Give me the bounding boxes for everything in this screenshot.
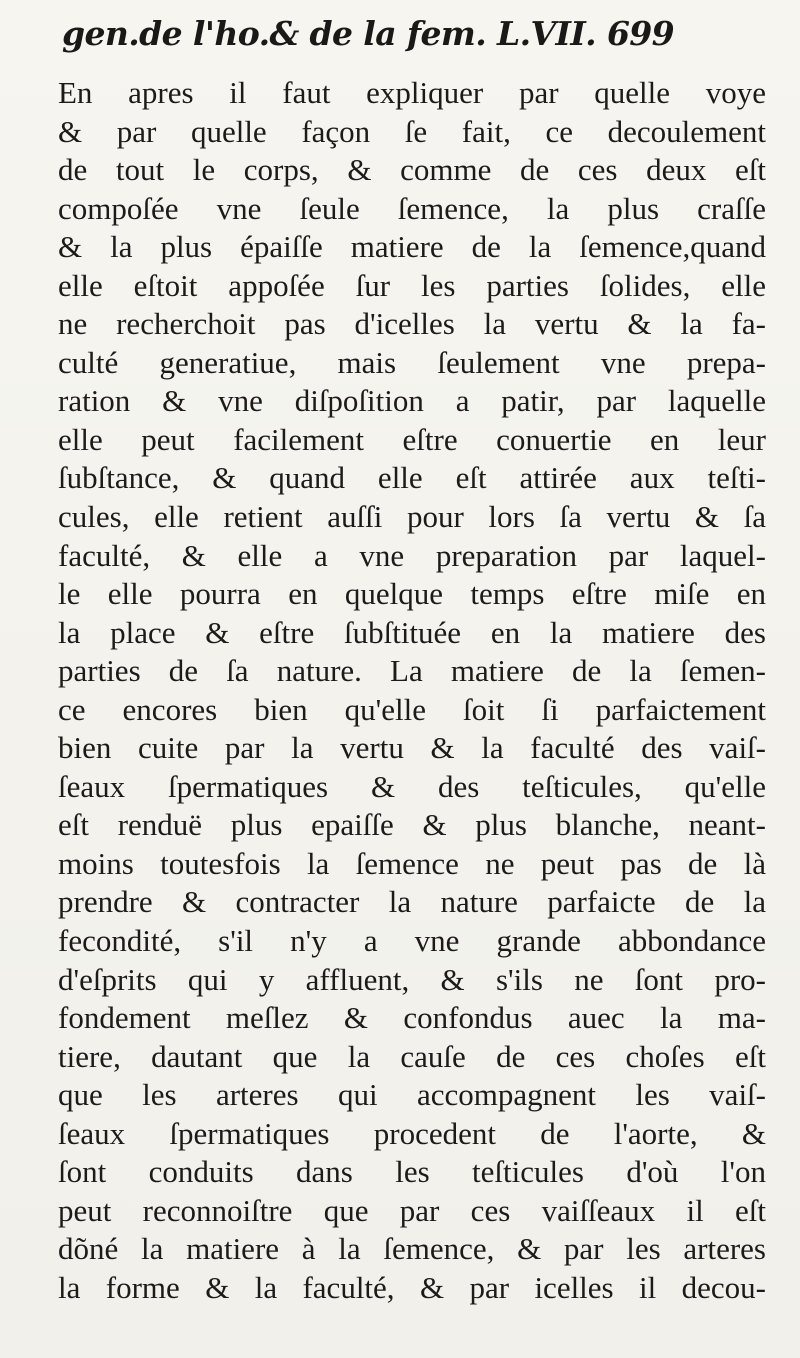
running-head xyxy=(62,14,800,70)
text-line: ne recherchoit pas d'icelles la vertu & la fa- xyxy=(58,306,766,342)
text-line: culté generatiue, mais ſeulement vne prepa- xyxy=(58,344,766,380)
text-line: & par quelle façon ſe fait, ce decoulement xyxy=(58,113,766,149)
text-line: ce encores bien qu'elle ſoit ſi parfaictement xyxy=(58,691,766,727)
text-line: fecondité, s'il n'y a vne grande abbondance xyxy=(58,923,766,959)
text-line: moins toutesfois la ſemence ne peut pas de là xyxy=(58,845,766,881)
text-line: eſt renduë plus epaiſſe & plus blanche, neant- xyxy=(58,807,766,843)
running-head-text: gen.de l'ho.& de la fem. L.VII. 699 xyxy=(62,14,675,53)
text-line: ration & vne diſpoſition a patir, par laquelle xyxy=(58,383,766,419)
text-line: ſont conduits dans les teſticules d'où l'on xyxy=(58,1154,766,1190)
text-line: ſeaux ſpermatiques procedent de l'aorte, & xyxy=(58,1115,766,1151)
text-line: ſeaux ſpermatiques & des teſticules, qu'elle xyxy=(58,768,766,804)
text-line: d'eſprits qui y affluent, & s'ils ne ſont pro- xyxy=(58,961,766,997)
text-line: la place & eſtre ſubſtituée en la matiere des xyxy=(58,614,766,650)
text-line: En apres il faut expliquer par quelle voye xyxy=(58,75,766,110)
text-line: peut reconnoiſtre que par ces vaiſſeaux il eſt xyxy=(58,1192,766,1228)
text-line: le elle pourra en quelque temps eſtre miſe en xyxy=(58,576,766,612)
text-line: & la plus épaiſſe matiere de la ſemence,quand xyxy=(58,229,766,265)
text-line: faculté, & elle a vne preparation par laquel- xyxy=(58,537,766,573)
text-line: tiere, dautant que la cauſe de ces choſes eſt xyxy=(58,1038,766,1074)
text-line: dõné la matiere à la ſemence, & par les arteres xyxy=(58,1231,766,1267)
text-line: parties de ſa nature. La matiere de la ſemen- xyxy=(58,653,766,689)
text-line: bien cuite par la vertu & la faculté des vaiſ- xyxy=(58,730,766,766)
text-line: cules, elle retient auſſi pour lors ſa vertu & ſa xyxy=(58,499,766,535)
text-line: de tout le corps, & comme de ces deux eſt xyxy=(58,152,766,188)
text-line: prendre & contracter la nature parfaicte de la xyxy=(58,884,766,920)
text-line: la forme & la faculté, & par icelles il decou- xyxy=(58,1269,766,1305)
text-line: elle peut facilement eſtre conuertie en leur xyxy=(58,421,766,457)
text-line: compoſée vne ſeule ſemence, la plus craſſe xyxy=(58,190,766,226)
text-line: fondement meſlez & confondus auec la ma- xyxy=(58,1000,766,1036)
text-line: que les arteres qui accompagnent les vaiſ- xyxy=(58,1077,766,1113)
text-line: elle eſtoit appoſée ſur les parties ſolides, elle xyxy=(58,267,766,303)
text-line: ſubſtance, & quand elle eſt attirée aux teſti- xyxy=(58,460,766,496)
body-text xyxy=(58,74,766,1308)
